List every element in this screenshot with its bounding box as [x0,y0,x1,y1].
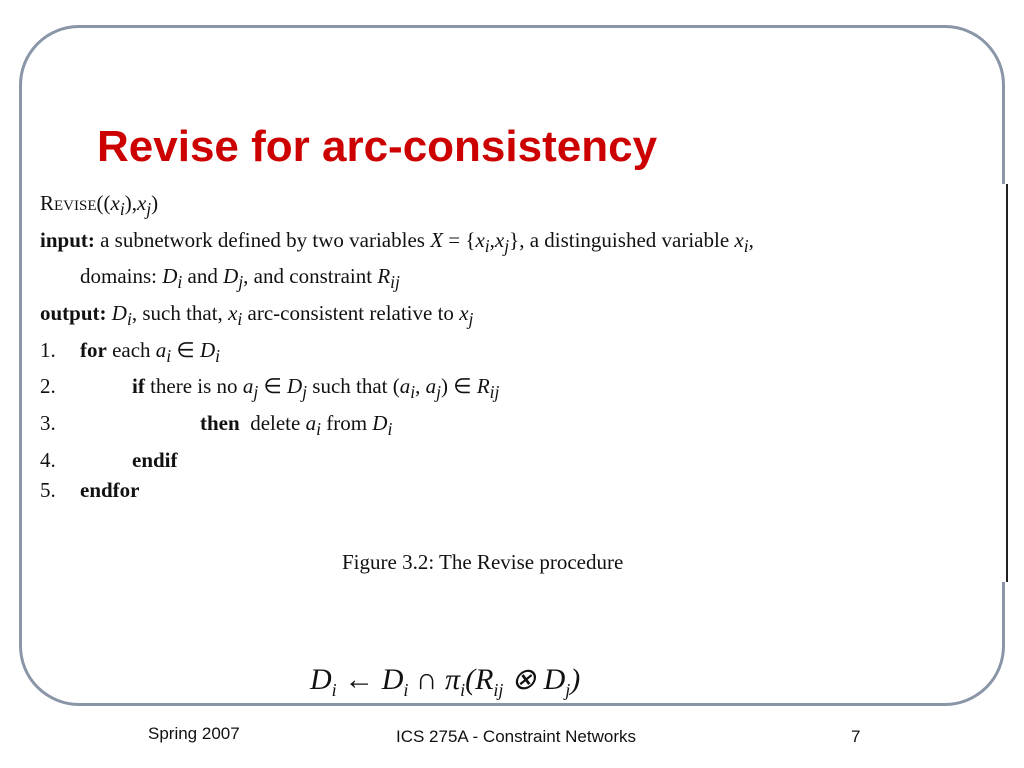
footer-page-number: 7 [851,727,861,746]
revise-formula: $D_i$ ← $D_i$ ∩ $\pi_i(R_{ij}$ ⊗ $D_j$) [310,663,581,700]
input-line-2: domains: $D_i$ and $D_j$ , and constraint $R_{ij}$ [80,264,400,293]
algo-line-2: 2. if there is no $a_j$ ∈ $D_j$ such that ($a_i$, $a_j$) ∈ $R_{ij}$ [40,374,500,403]
algo-line-5: 5. endfor [40,478,140,503]
input-label: input: [40,227,95,252]
algo-line-4: 4. endif [40,447,178,472]
algo-line-3: 3. then delete $a_i$ from $D_i$ [40,411,393,440]
footer-date: Spring 2007 [148,724,240,743]
figure-caption: Figure 3.2: The Revise procedure [342,550,624,574]
output-line: output: $D_i$ , such that, $x_i$ arc-consistent relative to $x_j$ [40,298,1000,335]
algorithm-header: Revise (( $x_i$ ), $x_j$ ) [40,191,159,220]
input-line: input: a subnetwork defined by two variables X = { $x_i$ , $x_j$ }, a distinguished variable $x_i$ , [40,225,1000,262]
slide-title: Revise for arc-consistency [97,122,658,171]
algo-line-1: 1. for each $a_i$ ∈ $D_i$ [40,337,221,366]
algorithm-figure [30,184,1008,582]
algorithm-body [40,188,1000,506]
footer-course: ICS 275A - Constraint Networks [396,727,636,746]
output-label: output: [40,301,107,326]
